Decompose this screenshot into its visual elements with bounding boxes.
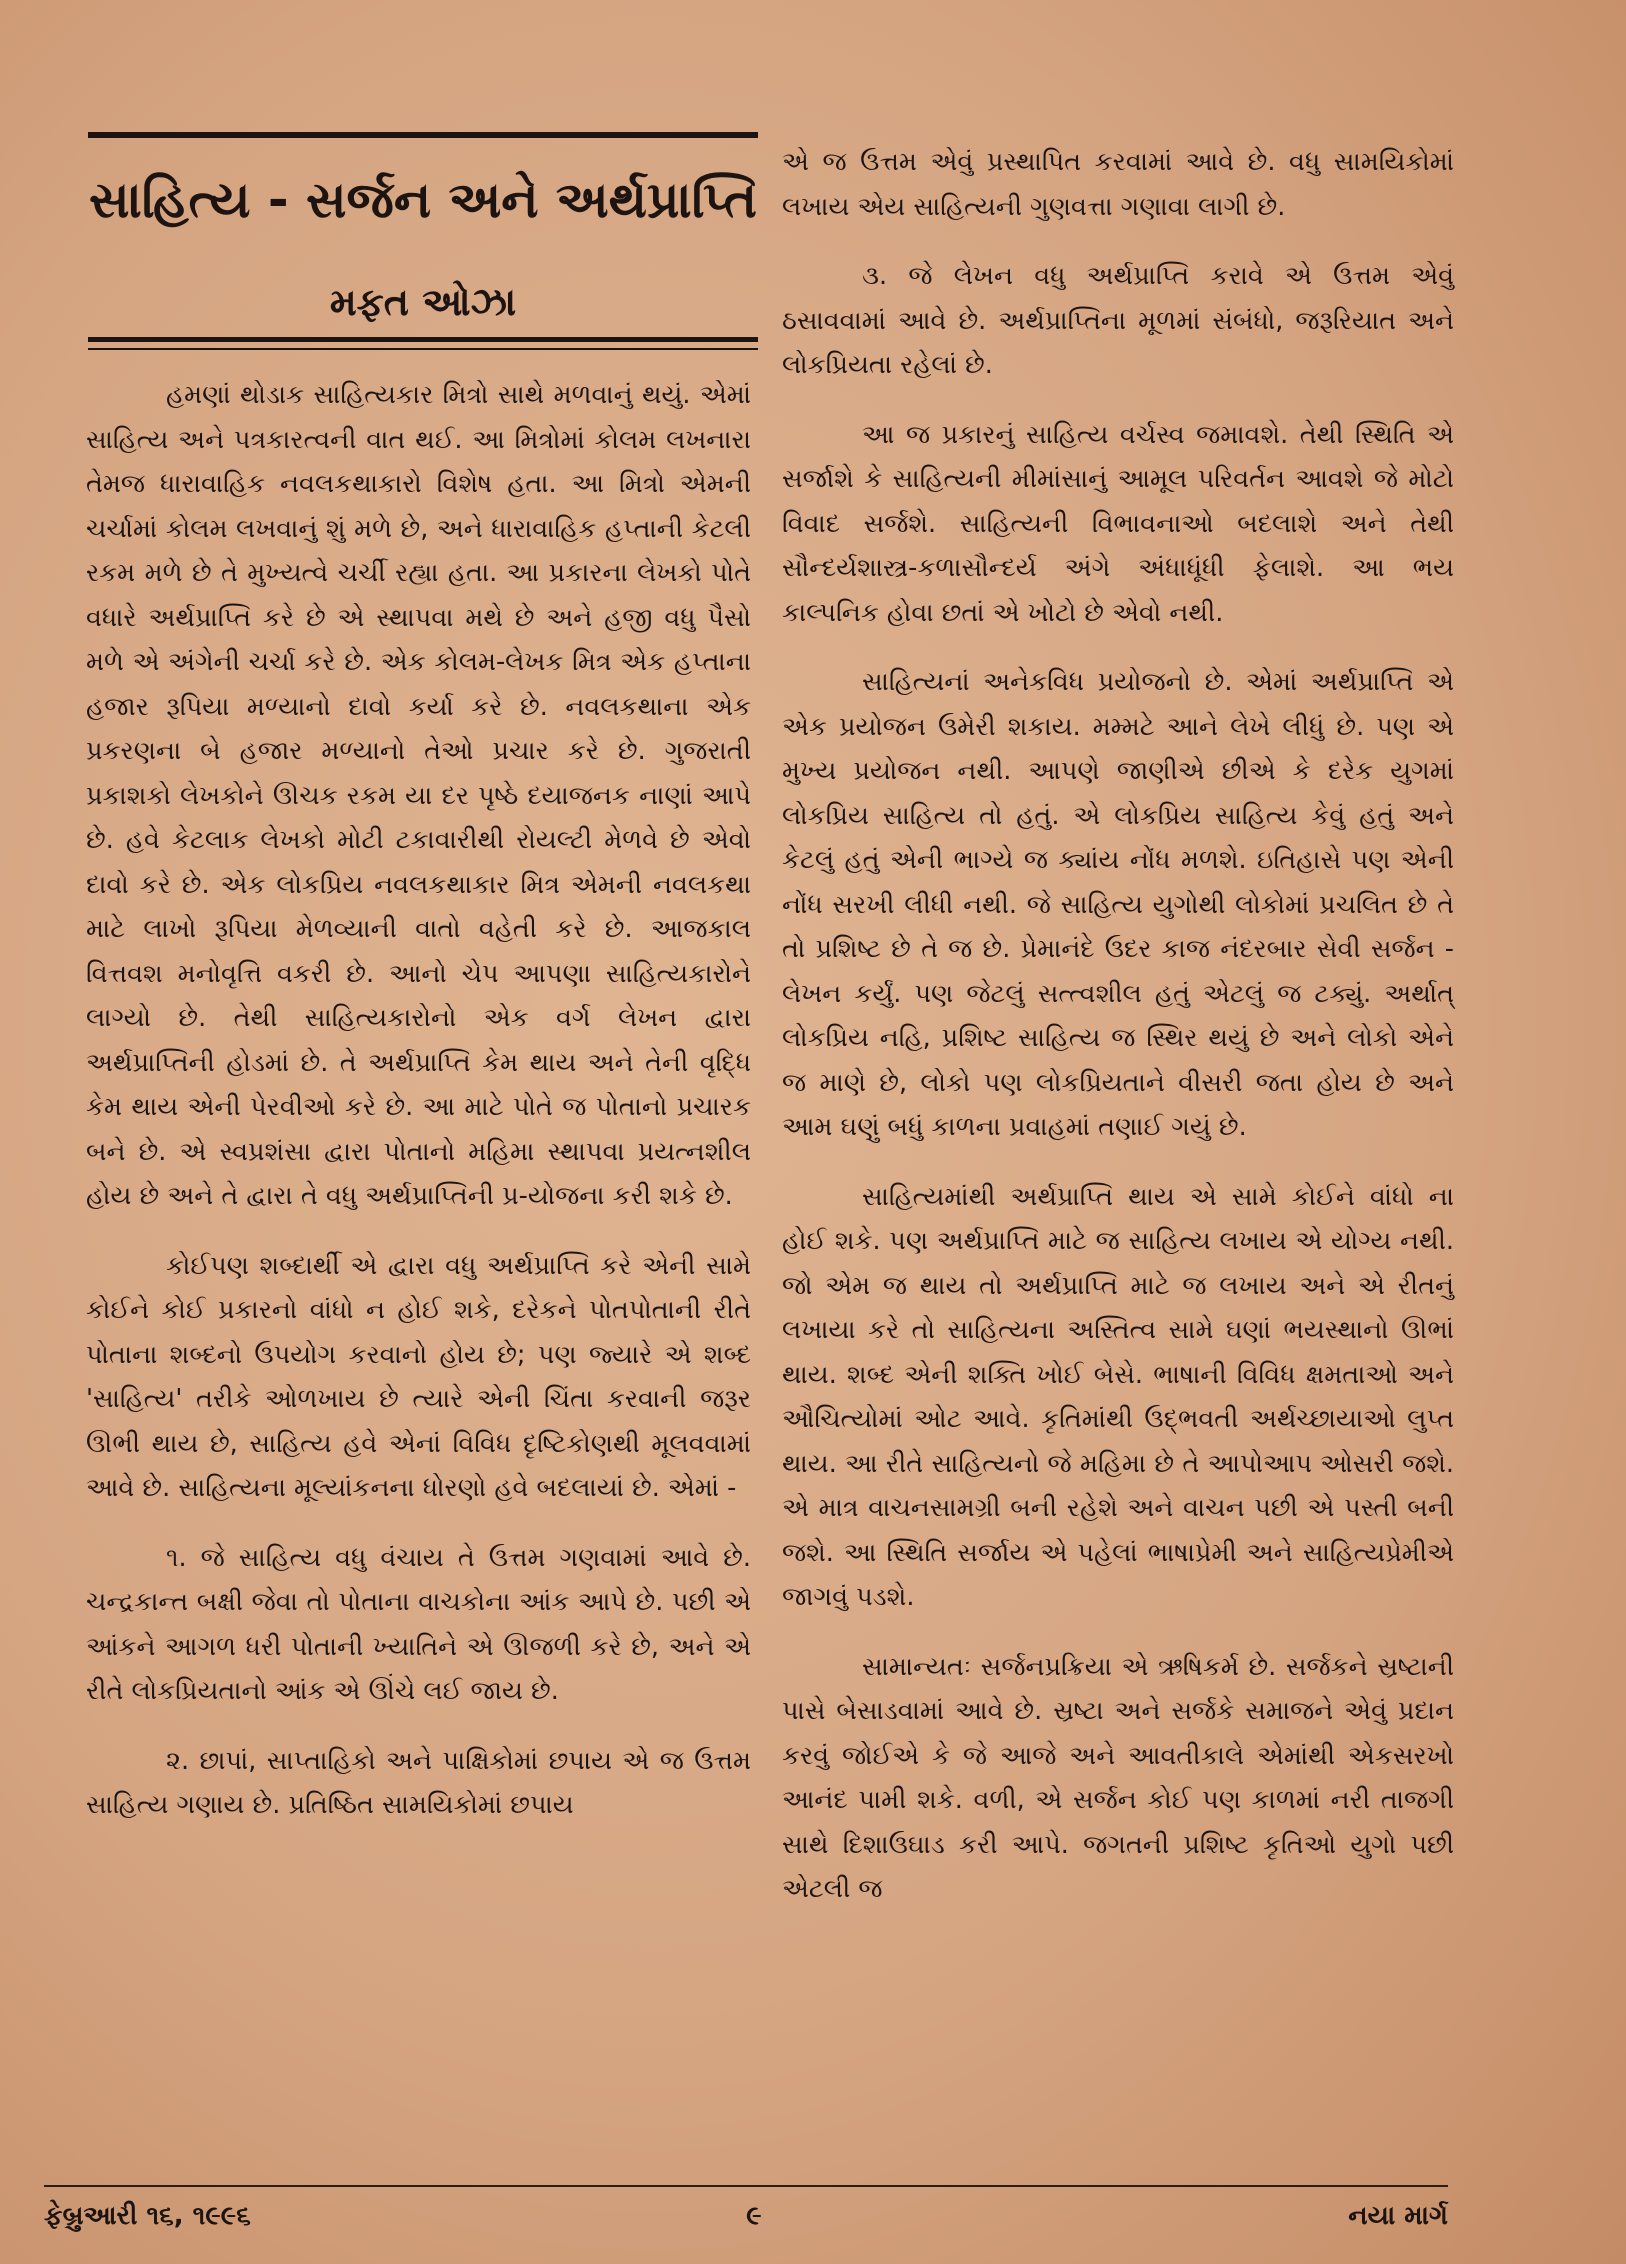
author-rule-thin [88,348,758,350]
footer-page-number: ૯ [746,2201,762,2231]
paragraph: ૩. જે લેખન વધુ અર્થપ્રાપ્તિ કરાવે એ ઉત્તમ એવું ઠસાવવામાં આવે છે. અર્થપ્રાપ્તિના મૂળમાં સંબંધો, જરૂરિયાત અને લોકપ્રિયતા રહેલાં છે. [782,261,1454,380]
paragraph: સાહિત્યમાંથી અર્થપ્રાપ્તિ થાય એ સામે કોઈને વાંધો ના હોઈ શકે. પણ અર્થપ્રાપ્તિ માટે જ સાહિત્ય લખાય એ યોગ્ય નથી. જો એમ જ થાય તો અર્થપ્રાપ્તિ માટે જ લખાય અને એ રીતનું લખાયા કરે તો સાહિત્યના અસ્તિત્વ સામે ઘણાં ભયસ્થાનો ઊભાં થાય. શબ્દ એની શક્તિ ખોઈ બેસે. ભાષાની વિવિધ ક્ષમતાઓ અને ઔચિત્યોમાં ઓટ આવે. કૃતિમાંથી ઉદ્ભવતી અર્થચ્છાયાઓ લુપ્ત થાય. આ રીતે સાહિત્યનો જે મહિમા છે તે આપોઆપ ઓસરી જશે. એ માત્ર વાચનસામગ્રી બની રહેશે અને વાચન પછી એ પસ્તી બની જશે. આ સ્થિતિ સર્જાય એ પહેલાં ભાષાપ્રેમી અને સાહિત્યપ્રેમીએ જાગવું પડશે. [782,1181,1454,1612]
right-column [782,140,1454,1937]
footer-publication: નયા માર્ગ [1348,2201,1448,2231]
article-title: સાહિત્ય - સર્જન અને અર્થપ્રાપ્તિ [89,171,757,229]
title-top-rule [88,132,758,138]
left-column [86,373,751,1853]
paragraph: આ જ પ્રકારનું સાહિત્ય વર્ચસ્વ જમાવશે. તેથી સ્થિતિ એ સર્જાશે કે સાહિત્યની મીમાંસાનું આમૂલ પરિવર્તન આવશે જે મોટો વિવાદ સર્જશે. સાહિત્યની વિભાવનાઓ બદલાશે અને તેથી સૌન્દર્યશાસ્ત્ર-કળાસૌન્દર્ય અંગે અંધાધૂંધી ફેલાશે. આ ભય કાલ્પનિક હોવા છતાં એ ખોટો છે એવો નથી. [782,419,1454,628]
author-rule-thick [88,337,758,342]
paragraph: સાહિત્યનાં અનેકવિધ પ્રયોજનો છે. એમાં અર્થપ્રાપ્તિ એ એક પ્રયોજન ઉમેરી શકાય. મમ્મટે આને લેખે લીધું છે. પણ એ મુખ્ય પ્રયોજન નથી. આપણે જાણીએ છીએ કે દરેક યુગમાં લોકપ્રિય સાહિત્ય તો હતું. એ લોકપ્રિય સાહિત્ય કેવું હતું અને કેટલું હતું એની ભાગ્યે જ ક્યાંય નોંધ મળશે. ઇતિહાસે પણ એની નોંધ સરખી લીધી નથી. જે સાહિત્ય યુગોથી લોકોમાં પ્રચલિત છે તે તો પ્રશિષ્ટ છે તે જ છે. પ્રેમાનંદે ઉદર કાજ નંદરબાર સેવી સર્જન - લેખન કર્યું. પણ જેટલું સત્ત્વશીલ હતું એટલું જ ટક્યું. અર્થાત્ લોકપ્રિય નહિ, પ્રશિષ્ટ સાહિત્ય જ સ્થિર થયું છે અને લોકો એને જ માણે છે, લોકો પણ લોકપ્રિયતાને વીસરી જતા હોય છે અને આમ ઘણું બધું કાળના પ્રવાહમાં તણાઈ ગયું છે. [782,667,1454,1142]
paragraph: ૨. છાપાં, સાપ્તાહિકો અને પાક્ષિકોમાં છપાય એ જ ઉત્તમ સાહિત્ય ગણાય છે. પ્રતિષ્ઠિત સામયિકોમાં છપાય [86,1745,751,1820]
paragraph: ૧. જે સાહિત્ય વધુ વંચાય તે ઉત્તમ ગણવામાં આવે છે. ચન્દ્રકાન્ત બક્ષી જેવા તો પોતાના વાચકોના આંક આપે છે. પછી એ આંકને આગળ ધરી પોતાની ખ્યાતિને એ ઊજળી કરે છે, અને એ રીતે લોકપ્રિયતાનો આંક એ ઊંચે લઈ જાય છે. [86,1542,751,1706]
paragraph: સામાન્યતઃ સર્જનપ્રક્રિયા એ ઋષિકર્મ છે. સર્જકને સ્રષ્ટાની પાસે બેસાડવામાં આવે છે. સ્રષ્ટા અને સર્જકે સમાજને એવું પ્રદાન કરવું જોઈએ કે જે આજે અને આવતીકાલે એમાંથી એકસરખો આનંદ પામી શકે. વળી, એ સર્જન કોઈ પણ કાળમાં નરી તાજગી સાથે દિશાઉઘાડ કરી આપે. જગતની પ્રશિષ્ટ કૃતિઓ યુગો પછી એટલી જ [782,1651,1454,1904]
paragraph: કોઈપણ શબ્દાર્થી એ દ્વારા વધુ અર્થપ્રાપ્તિ કરે એની સામે કોઈને કોઈ પ્રકારનો વાંધો ન હોઈ શકે, દરેકને પોતપોતાની રીતે પોતાના શબ્દનો ઉપયોગ કરવાનો હોય છે; પણ જ્યારે એ શબ્દ 'સાહિત્ય' તરીકે ઓળખાય છે ત્યારે એની ચિંતા કરવાની જરૂર ઊભી થાય છે, સાહિત્ય હવે એનાં વિવિધ દૃષ્ટિકોણથી મૂલવવામાં આવે છે. સાહિત્યના મૂલ્યાંકનના ધોરણો હવે બદલાયાં છે. એમાં - [86,1250,751,1503]
footer-date: ફેબ્રુઆરી ૧૬, ૧૯૯૬ [44,2201,251,2231]
paragraph: હમણાં થોડાક સાહિત્યકાર મિત્રો સાથે મળવાનું થયું. એમાં સાહિત્ય અને પત્રકારત્વની વાત થઈ. આ મિત્રોમાં કોલમ લખનારા તેમજ ધારાવાહિક નવલકથાકારો વિશેષ હતા. આ મિત્રો એમની ચર્ચામાં કોલમ લખવાનું શું મળે છે, અને ધારાવાહિક હપ્તાની કેટલી રકમ મળે છે તે મુખ્યત્વે ચર્ચી રહ્યા હતા. આ પ્રકારના લેખકો પોતે વધારે અર્થપ્રાપ્તિ કરે છે એ સ્થાપવા મથે છે અને હજી વધુ પૈસો મળે એ અંગેની ચર્ચા કરે છે. એક કોલમ-લેખક મિત્ર એક હપ્તાના હજાર રૂપિયા મળ્યાનો દાવો કર્યા કરે છે. નવલકથાના એક પ્રકરણના બે હજાર મળ્યાનો તેઓ પ્રચાર કરે છે. ગુજરાતી પ્રકાશકો લેખકોને ઊચક રકમ યા દર પૃષ્ઠે દયાજનક નાણાં આપે છે. હવે કેટલાક લેખકો મોટી ટકાવારીથી રોયલ્ટી મેળવે છે એવો દાવો કરે છે. એક લોકપ્રિય નવલકથાકાર મિત્ર એમની નવલકથા માટે લાખો રૂપિયા મેળવ્યાની વાતો વહેતી કરે છે. આજકાલ વિત્તવશ મનોવૃત્તિ વકરી છે. આનો ચેપ આપણા સાહિત્યકારોને લાગ્યો છે. તેથી સાહિત્યકારોનો એક વર્ગ લેખન દ્વારા અર્થપ્રાપ્તિની હોડમાં છે. તે અર્થપ્રાપ્તિ કેમ થાય અને તેની વૃદ્ધિ કેમ થાય એની પેરવીઓ કરે છે. આ માટે પોતે જ પોતાનો પ્રચારક બને છે. એ સ્વપ્રશંસા દ્વારા પોતાનો મહિમા સ્થાપવા પ્રયત્નશીલ હોય છે અને તે દ્વારા તે વધુ અર્થપ્રાપ્તિની પ્ર-યોજના કરી શકે છે. [86,380,751,1211]
paragraph: એ જ ઉત્તમ એવું પ્રસ્થાપિત કરવામાં આવે છે. વધુ સામયિકોમાં લખાય એય સાહિત્યની ગુણવત્તા ગણાવા લાગી છે. [782,147,1454,222]
article-author: મફત ઓઝા [329,280,517,324]
footer-rule [44,2185,1448,2187]
